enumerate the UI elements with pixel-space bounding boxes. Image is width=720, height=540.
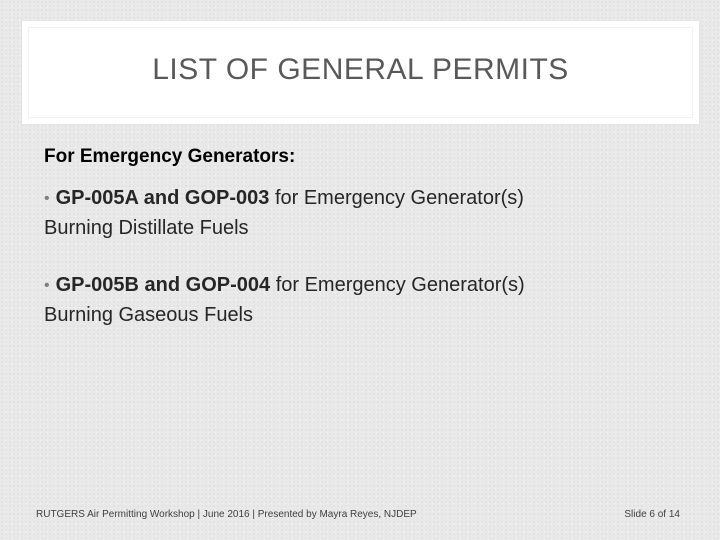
bullet-item-1	[44, 184, 664, 243]
bullet-line-1	[44, 184, 664, 214]
bullet-item-2	[44, 271, 664, 330]
subheading: For Emergency Generators:	[44, 146, 296, 167]
title-box	[22, 21, 699, 124]
permit-codes: GP-005B and GOP-004	[55, 274, 271, 296]
bullet-icon: •	[44, 190, 50, 207]
bullet-text-line2: Burning Distillate Fuels	[44, 217, 249, 239]
bullet-line-1	[44, 271, 664, 301]
slide-number: Slide 6 of 14	[624, 509, 680, 520]
bullet-text-line2: Burning Gaseous Fuels	[44, 304, 254, 326]
permit-codes: GP-005A and GOP-003	[55, 187, 270, 209]
bullet-icon: •	[44, 277, 50, 294]
footer-presenter: RUTGERS Air Permitting Workshop | June 2016 | Presented by Mayra Reyes, NJDEP	[36, 509, 417, 520]
bullet-text-line1: for Emergency Generator(s)	[269, 187, 524, 209]
slide-title: LIST OF GENERAL PERMITS	[152, 52, 569, 86]
title-frame	[28, 27, 693, 118]
bullet-text-line1: for Emergency Generator(s)	[270, 274, 525, 296]
